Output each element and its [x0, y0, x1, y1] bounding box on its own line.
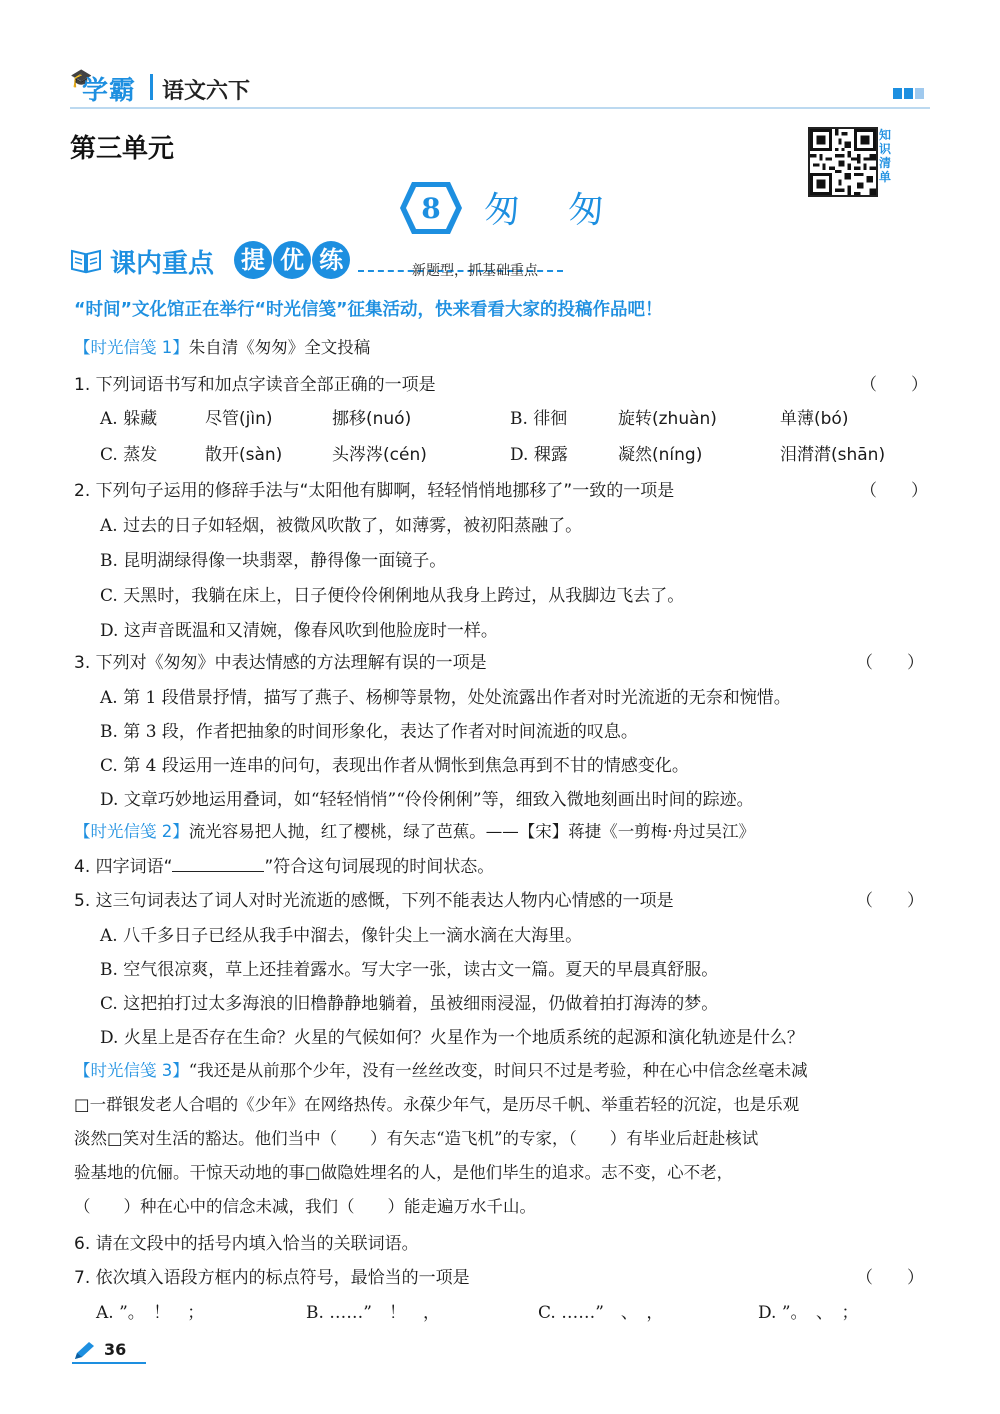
q3-option: C. 第 4 段运用一连串的问句，表现出作者从惆怅到焦急再到不甘的情感变化。 [100, 756, 689, 776]
q3-stem: 3. 下列对《匆匆》中表达情感的方法理解有误的一项是 [74, 653, 487, 673]
letter1 [74, 334, 370, 358]
q1-option: 尽管(jìn) [205, 409, 273, 429]
q2-answer-paren[interactable]: （ ） [860, 481, 928, 501]
q5-option: B. 空气很凉爽，草上还挂着露水。写大字一张，读古文一篇。夏天的早晨真舒服。 [100, 960, 719, 980]
header-subject: 语文六下 [162, 79, 251, 104]
q5-option: C. 这把拍打过太多海浪的旧橹静静地躺着，虽被细雨浸湿，仍做着拍打海涛的梦。 [100, 994, 719, 1014]
q2-stem: 2. 下列句子运用的修辞手法与“太阳他有脚啊，轻轻悄悄地挪移了”一致的一项是 [74, 481, 675, 501]
q1-option: 散开(sàn) [205, 445, 283, 465]
q1-stem: 1. 下列词语书写和加点字读音全部正确的一项是 [74, 375, 436, 395]
q2-option: D. 这声音既温和又清婉，像春风吹到他脸庞时一样。 [100, 621, 498, 641]
lesson-title: 匆匆 [484, 190, 653, 231]
section-pills [234, 241, 346, 279]
graduation-cap-icon: 🎓 [70, 68, 93, 89]
section-subtitle: 新题型，抓基础重点 [412, 263, 538, 279]
letter3-line: 验基地的伉俪。干惊天动地的事□做隐姓埋名的人，是他们毕生的追求。志不变，心不老， [74, 1163, 734, 1182]
q2-option: B. 昆明湖绿得像一块翡翠，静得像一面镜子。 [100, 551, 447, 571]
q4-answer-blank[interactable] [172, 857, 264, 872]
q1-option: C. 蒸发 [100, 445, 158, 465]
q1-option: B. 徘徊 [510, 409, 568, 429]
header-rule [70, 107, 930, 109]
header-squares-decoration [893, 84, 926, 103]
section-pill: 优 [273, 241, 311, 279]
q1-option: D. 稞露 [510, 445, 568, 465]
q1-option: 头涔涔(cén) [332, 445, 427, 465]
q3-option: D. 文章巧妙地运用叠词，如“轻轻悄悄”“伶伶俐俐”等，细致入微地刻画出时间的踪迹。 [100, 790, 754, 810]
q1-option: 泪潸潸(shān) [780, 445, 886, 465]
letter2-text: 流光容易把人抛，红了樱桃，绿了芭蕉。——【宋】蒋捷《一剪梅·舟过吴江》 [188, 822, 755, 841]
q4 [74, 852, 494, 877]
brand-name: 学霸 [82, 76, 137, 106]
pencil-icon [72, 1340, 98, 1362]
q1-option: 挪移(nuó) [332, 409, 412, 429]
letter1-tag: 【时光信笺 1】 [74, 338, 189, 357]
q7-option: A. ”。 ！ ； [96, 1303, 205, 1323]
q7-option: D. ”。 、 ； [758, 1303, 859, 1323]
q7-stem: 7. 依次填入语段方框内的标点符号，最恰当的一项是 [74, 1268, 470, 1288]
q5-option: D. 火星上是否存在生命？火星的气候如何？火星作为一个地质系统的起源和演化轨迹是什么？ [100, 1028, 804, 1048]
q3-option: A. 第 1 段借景抒情，描写了燕子、杨柳等景物，处处流露出作者对时光流逝的无奈和惋惜。 [100, 688, 791, 708]
q1-option: A. 躲藏 [100, 409, 158, 429]
letter1-text: 朱自清《匆匆》全文投稿 [188, 338, 371, 357]
q3-option: B. 第 3 段，作者把抽象的时间形象化，表达了作者对时间流逝的叹息。 [100, 722, 638, 742]
q7-option: C. ……” 、 ， [538, 1303, 664, 1323]
q4-stem-after: ”符合这句词展现的时间状态。 [264, 857, 495, 877]
intro-text: “时间”文化馆正在举行“时光信笺”征集活动，快来看看大家的投稿作品吧！ [74, 300, 663, 320]
q2-option: A. 过去的日子如轻烟，被微风吹散了，如薄雾，被初阳蒸融了。 [100, 516, 583, 536]
q4-stem-before: 4. 四字词语“ [74, 857, 173, 877]
q5-option: A. 八千多日子已经从我手中溜去，像针尖上一滴水滴在大海里。 [100, 926, 583, 946]
section-pill: 提 [234, 241, 272, 279]
letter3-line: □一群银发老人合唱的《少年》在网络热传。永葆少年气，是历尽千帆、举重若轻的沉淀，也是乐观 [74, 1095, 800, 1114]
letter3-line: 淡然□笑对生活的豁达。他们当中（ ）有矢志“造飞机”的专家，（ ）有毕业后赶赴核试 [74, 1129, 759, 1148]
lesson-number-badge [398, 180, 464, 236]
letter3-text: “我还是从前那个少年，没有一丝丝改变，时间只不过是考验，种在心中信念丝毫未减 [188, 1061, 808, 1080]
section-label: 课内重点 [110, 249, 215, 279]
open-book-icon [70, 248, 102, 274]
q5-answer-paren[interactable]: （ ） [856, 891, 924, 911]
section-pill: 练 [312, 241, 350, 279]
letter2 [74, 818, 755, 842]
letter3-line: （ ）种在心中的信念未减，我们（ ）能走遍万水千山。 [74, 1197, 536, 1216]
qr-label: 知识清单 [878, 128, 891, 184]
q5-stem: 5. 这三句词表达了词人对时光流逝的感慨，下列不能表达人物内心情感的一项是 [74, 891, 674, 911]
q7-option: B. ……” ！ ， [306, 1303, 440, 1323]
q1-answer-paren[interactable]: （ ） [860, 375, 928, 395]
header-divider [150, 74, 153, 100]
q1-option: 单薄(bó) [780, 409, 849, 429]
q7-answer-paren[interactable]: （ ） [856, 1268, 924, 1288]
footer-rule [72, 1362, 146, 1364]
qr-code-icon [810, 129, 876, 195]
letter3-line [74, 1057, 934, 1081]
q1-option: 旋转(zhuàn) [618, 409, 717, 429]
q3-answer-paren[interactable]: （ ） [856, 653, 924, 673]
q1-option: 凝然(níng) [618, 445, 703, 465]
brand-logo [70, 70, 148, 104]
lesson-number: 8 [421, 192, 441, 225]
qr-code[interactable] [808, 127, 878, 197]
letter3-tag: 【时光信笺 3】 [74, 1061, 189, 1080]
letter2-tag: 【时光信笺 2】 [74, 822, 189, 841]
page-number: 36 [104, 1340, 127, 1359]
q6-stem: 6. 请在文段中的括号内填入恰当的关联词语。 [74, 1234, 419, 1254]
unit-title: 第三单元 [70, 134, 175, 164]
q2-option: C. 天黑时，我躺在床上，日子便伶伶俐俐地从我身上跨过，从我脚边飞去了。 [100, 586, 685, 606]
